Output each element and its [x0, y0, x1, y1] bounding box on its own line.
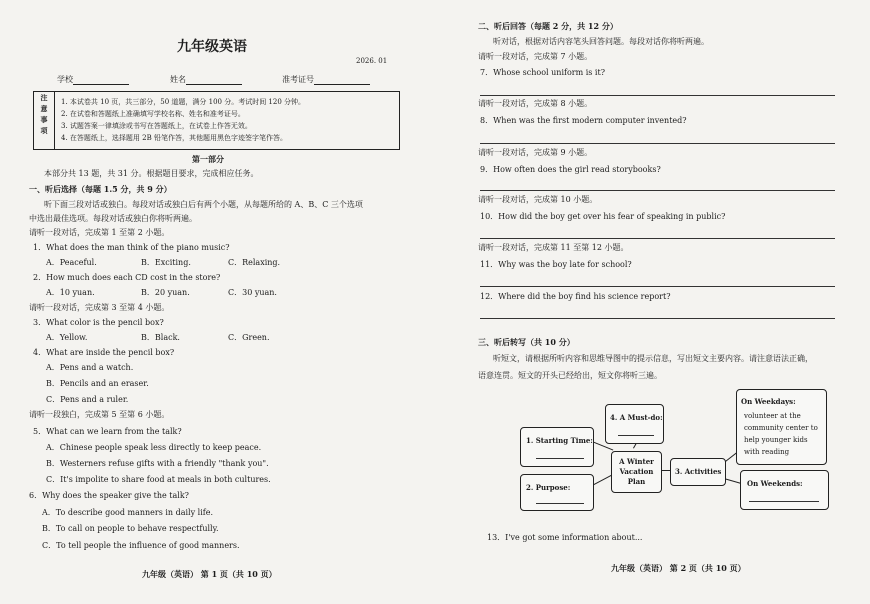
- section-1-title: 一、听后选择（每题 1.5 分，共 9 分）: [29, 184, 172, 194]
- q1-option-b[interactable]: B．Exciting.: [141, 258, 191, 267]
- weekdays-text: help younger kids: [744, 436, 808, 444]
- q1-option-a[interactable]: A．Peaceful.: [46, 258, 97, 267]
- weekends-blank[interactable]: [749, 501, 819, 502]
- school-label: 学校: [57, 75, 73, 84]
- q11-answer-line[interactable]: [480, 286, 835, 287]
- q7-answer-line[interactable]: [480, 95, 835, 96]
- connector-line: [592, 474, 613, 486]
- center-topic-box: [611, 451, 662, 493]
- q4-option-a[interactable]: A．Pens and a watch.: [46, 363, 134, 372]
- q8-answer-line[interactable]: [480, 143, 835, 144]
- section-3-instruction: 语意连贯。短文的开头已经给出，短文你将听三遍。: [478, 371, 662, 380]
- question-3: 3．What color is the pencil box?: [33, 318, 164, 327]
- notice-side-label: [34, 92, 55, 149]
- question-13: 13．I've got some information about...: [487, 533, 643, 542]
- q2-option-b[interactable]: B．20 yuan.: [141, 288, 190, 297]
- q12-answer-line[interactable]: [480, 318, 835, 319]
- listen-prompt: 请听一段对话，完成第 8 小题。: [478, 99, 593, 108]
- weekdays-text: community center to: [744, 424, 818, 432]
- section-2-title: 二、听后回答（每题 2 分，共 12 分）: [478, 21, 618, 31]
- notice-side-char: 事: [40, 115, 48, 124]
- question-1: 1．What does the man think of the piano music?: [33, 243, 230, 252]
- q4-option-c[interactable]: C．Pens and a ruler.: [46, 395, 129, 404]
- listen-prompt: 请听一段对话，完成第 7 小题。: [478, 52, 593, 61]
- question-2: 2．How much does each CD cost in the store?: [33, 273, 221, 282]
- exam-date: 2026. 01: [356, 57, 388, 65]
- exam-no-blank[interactable]: [314, 75, 370, 85]
- exam-no-label: 准考证号: [282, 75, 314, 84]
- question-5: 5．What can we learn from the talk?: [33, 427, 182, 436]
- q6-option-a[interactable]: A．To describe good manners in daily life.: [42, 508, 214, 517]
- q1-option-c[interactable]: C．Relaxing.: [228, 258, 281, 267]
- section-1-instruction: 听下面三段对话或独白。每段对话或独白后有两个小题，从每题所给的 A、B、C 三个选项: [44, 200, 363, 209]
- q4-option-b[interactable]: B．Pencils and an eraser.: [46, 379, 149, 388]
- question-4: 4．What are inside the pencil box?: [33, 348, 175, 357]
- listen-prompt: 请听一段对话，完成第 1 至第 2 小题。: [29, 228, 170, 237]
- notice-side-char: 项: [40, 126, 48, 135]
- listen-prompt: 请听一段对话，完成第 9 小题。: [478, 148, 593, 157]
- must-do-label: 4. A Must-do:: [610, 413, 663, 422]
- question-9: 9．How often does the girl read storybooks?: [480, 165, 661, 174]
- notice-item: 2. 在试卷和答题纸上准确填写学校名称、姓名和准考证号。: [61, 110, 245, 118]
- notice-side-char: 注: [40, 93, 48, 102]
- question-6: 6．Why does the speaker give the talk?: [29, 491, 189, 500]
- q5-option-b[interactable]: B．Westerners refuse gifts with a friendly "thank you".: [46, 459, 269, 468]
- section-1-instruction: 中选出最佳选项。每段对话或独白你将听两遍。: [29, 214, 197, 223]
- purpose-label: 2. Purpose:: [526, 483, 571, 492]
- weekdays-title: On Weekdays:: [741, 397, 796, 406]
- notice-item: 3. 试题答案一律填涂或书写在答题纸上，在试卷上作答无效。: [61, 122, 252, 130]
- must-do-blank[interactable]: [618, 435, 654, 436]
- name-label: 姓名: [170, 75, 186, 84]
- q5-option-a[interactable]: A．Chinese people speak less directly to keep peace.: [46, 443, 262, 452]
- section-2-instruction: 听对话，根据对话内容笔头回答问题。每段对话你将听两遍。: [493, 37, 709, 46]
- q6-option-b[interactable]: B．To call on people to behave respectfully.: [42, 524, 219, 533]
- question-11: 11．Why was the boy late for school?: [480, 260, 632, 269]
- question-7: 7．Whose school uniform is it?: [480, 68, 605, 77]
- must-do-box[interactable]: [605, 404, 664, 444]
- weekdays-box: [736, 389, 827, 465]
- question-8: 8．When was the first modern computer invented?: [480, 116, 687, 125]
- q6-option-c[interactable]: C．To tell people the influence of good manners.: [42, 541, 240, 550]
- q9-answer-line[interactable]: [480, 190, 835, 191]
- listen-prompt: 请听一段对话，完成第 11 至第 12 小题。: [478, 243, 629, 252]
- starting-time-label: 1. Starting Time:: [526, 436, 593, 445]
- exam-title: 九年级英语: [177, 39, 247, 55]
- name-blank[interactable]: [186, 75, 242, 85]
- name-field[interactable]: [170, 75, 242, 85]
- center-topic-line: Plan: [627, 477, 646, 486]
- weekdays-text: volunteer at the: [744, 412, 801, 420]
- weekdays-text: with reading: [744, 448, 790, 456]
- school-blank[interactable]: [73, 75, 129, 85]
- section-3-instruction: 听短文，请根据所听内容和思维导图中的提示信息，写出短文主要内容。请注意语法正确，: [493, 354, 813, 363]
- q3-option-b[interactable]: B．Black.: [141, 333, 180, 342]
- part-title: 第一部分: [192, 154, 224, 164]
- notice-side-char: 意: [40, 104, 48, 113]
- part-intro: 本部分共 13 题，共 31 分。根据题目要求，完成相应任务。: [44, 169, 259, 178]
- listen-prompt: 请听一段对话，完成第 3 至第 4 小题。: [29, 303, 170, 312]
- q3-option-c[interactable]: C．Green.: [228, 333, 270, 342]
- purpose-box[interactable]: [520, 474, 594, 511]
- q10-answer-line[interactable]: [480, 238, 835, 239]
- listen-prompt: 请听一段对话，完成第 10 小题。: [478, 195, 598, 204]
- page-footer: 九年级（英语） 第 1 页（共 10 页）: [142, 569, 277, 579]
- section-3-title: 三、听后转写（共 10 分）: [478, 337, 575, 347]
- notice-box: [33, 91, 400, 150]
- purpose-blank[interactable]: [536, 503, 584, 504]
- q2-option-c[interactable]: C．30 yuan.: [228, 288, 277, 297]
- weekends-title: On Weekends:: [747, 479, 803, 488]
- question-10: 10．How did the boy get over his fear of speaking in public?: [480, 212, 726, 221]
- q5-option-c[interactable]: C．It's impolite to share food at meals in both cultures.: [46, 475, 271, 484]
- center-topic-line: Vacation: [619, 467, 654, 476]
- starting-time-box[interactable]: [520, 427, 594, 467]
- q3-option-a[interactable]: A．Yellow.: [46, 333, 88, 342]
- weekends-box[interactable]: [740, 470, 829, 510]
- page-2: [435, 0, 870, 604]
- notice-item: 4. 在答题纸上，选择题用 2B 铅笔作答，其他题用黑色字迹签字笔作答。: [61, 134, 287, 142]
- notice-item: 1. 本试卷共 10 页，共三部分，50 道题，满分 100 分。考试时间 120 分钟。: [61, 98, 306, 106]
- question-12: 12．Where did the boy find his science report?: [480, 292, 671, 301]
- school-field[interactable]: [57, 75, 129, 85]
- center-topic-line: A Winter: [619, 457, 654, 466]
- starting-time-blank[interactable]: [536, 458, 584, 459]
- page-footer: 九年级（英语） 第 2 页（共 10 页）: [611, 563, 746, 573]
- activities-box: [670, 458, 726, 486]
- q2-option-a[interactable]: A．10 yuan.: [46, 288, 95, 297]
- activities-label: 3. Activities: [675, 467, 722, 476]
- exam-no-field[interactable]: [282, 75, 370, 85]
- listen-prompt: 请听一段独白，完成第 5 至第 6 小题。: [29, 410, 170, 419]
